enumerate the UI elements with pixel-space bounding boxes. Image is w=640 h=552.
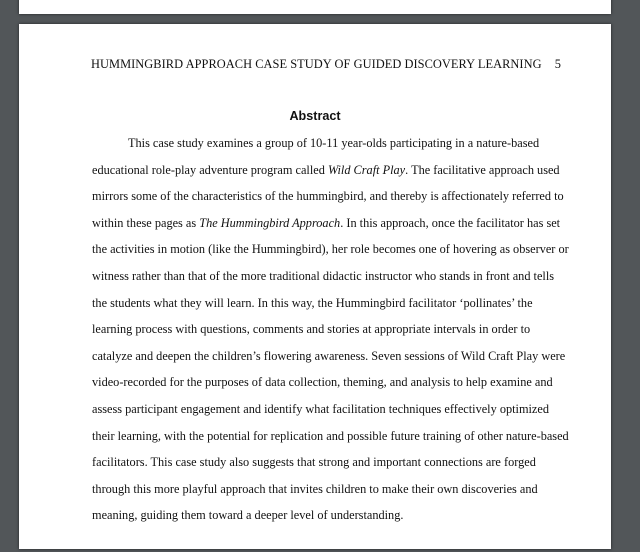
text-run: within these pages as (92, 215, 200, 230)
page-number: 5 (554, 57, 561, 71)
text-line (92, 294, 562, 321)
document-page (19, 24, 611, 549)
text-line (92, 240, 569, 267)
text-run: video-recorded for the purposes of data collection, theming, and analysis to help examine and (92, 375, 553, 390)
text-run: . The facilitative approach used (405, 162, 560, 177)
text-line (92, 320, 562, 347)
text-run: learning process with questions, comments and stories at appropriate intervals in order to (92, 322, 531, 337)
text-line (92, 267, 562, 294)
text-line (92, 347, 566, 374)
text-run: facilitators. This case study also suggests that strong and important connections are forged (92, 455, 536, 470)
text-run: This case study examines a group of 10-11 year-olds participating in a nature-based (128, 136, 540, 150)
text-line (92, 134, 562, 161)
text-line (92, 373, 562, 400)
text-line (92, 506, 562, 533)
text-run: meaning, guiding them toward a deeper level of understanding. (92, 508, 404, 523)
text-line (92, 187, 562, 214)
text-line (92, 453, 562, 480)
running-head (91, 57, 561, 72)
text-run: the students what they will learn. In this way, the Hummingbird facilitator ‘pollinates’ the (92, 295, 533, 310)
text-run: mirrors some of the characteristics of the hummingbird, and thereby is affectionately referred to (92, 189, 564, 204)
text-line (92, 214, 562, 241)
text-line (92, 427, 569, 454)
running-head-title: HUMMINGBIRD APPROACH CASE STUDY OF GUIDED DISCOVERY LEARNING (91, 57, 542, 71)
abstract-heading: Abstract (289, 109, 341, 123)
text-line (92, 161, 562, 188)
abstract-paragraph (92, 134, 569, 533)
text-run: . In this approach, once the facilitator has set (340, 215, 561, 230)
text-run: through this more playful approach that invites children to make their own discoveries and (92, 481, 538, 496)
text-run: witness rather than that of the more traditional didactic instructor who stands in front and tells (92, 268, 555, 283)
italic-title: Wild Craft Play (327, 162, 406, 177)
previous-page (19, 0, 611, 14)
text-run: catalyze and deepen the children’s flowering awareness. Seven sessions of Wild Craft Play were (92, 348, 566, 363)
italic-title: The Hummingbird Approach (199, 215, 341, 230)
text-run: educational role-play adventure program called (92, 162, 328, 177)
text-run: the activities in motion (like the Hummingbird), her role becomes one of hovering as observer or (92, 242, 569, 257)
text-line (92, 400, 562, 427)
text-run: assess participant engagement and identify what facilitation techniques effectively optimized (92, 401, 549, 416)
text-run: their learning, with the potential for replication and possible future training of other nature-based (92, 428, 569, 443)
text-line (92, 480, 562, 507)
